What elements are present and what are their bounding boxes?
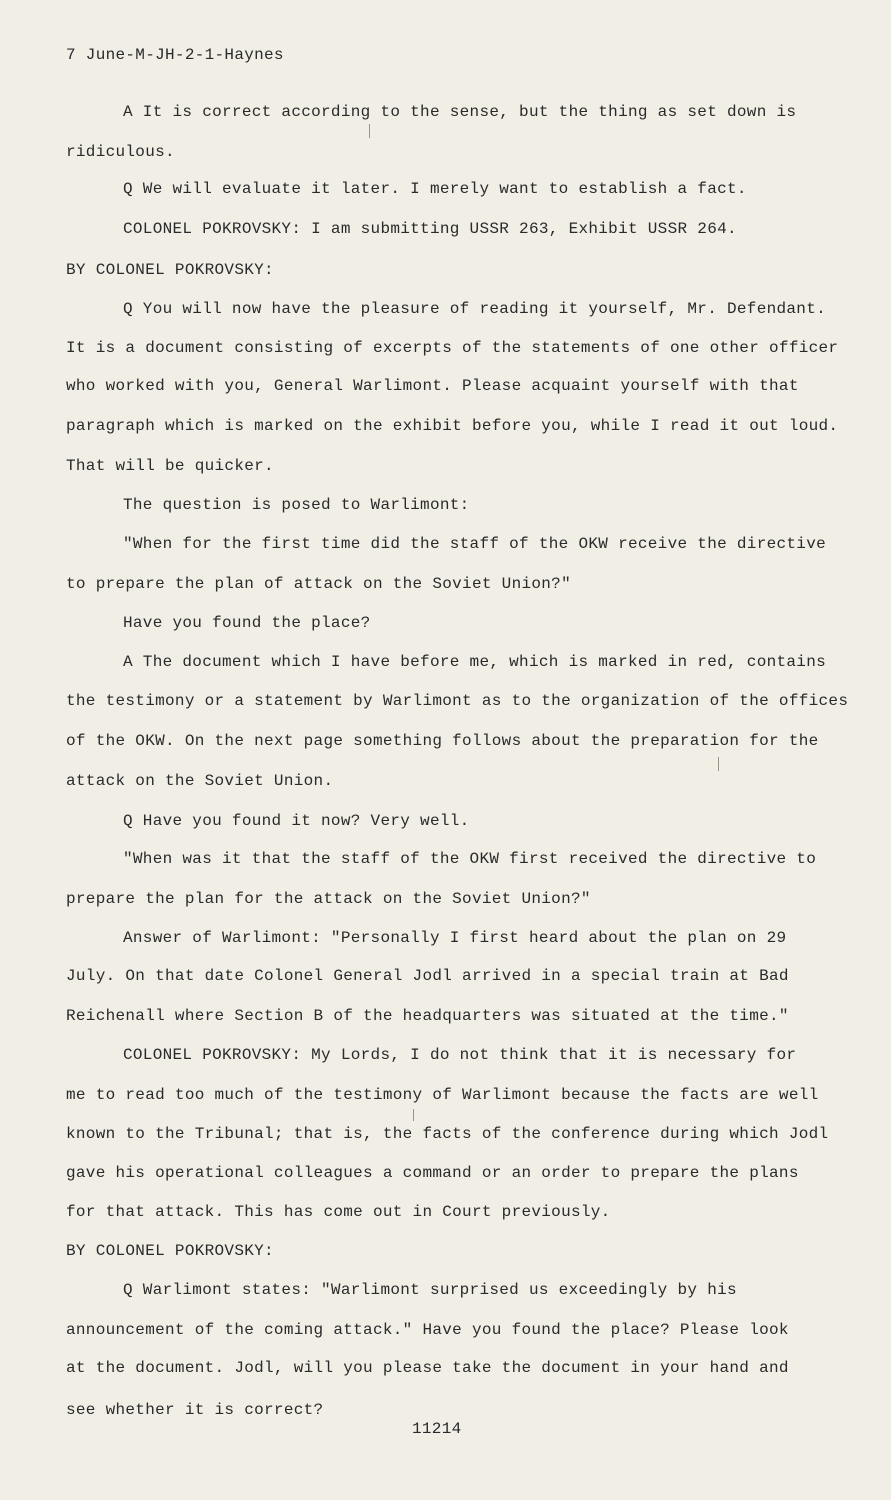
text-line: Answer of Warlimont: "Personally I first heard about the plan on 29 (123, 929, 787, 947)
text-line: COLONEL POKROVSKY: My Lords, I do not think that it is necessary for (123, 1046, 797, 1064)
page-header: 7 June-M-JH-2-1-Haynes (66, 46, 284, 64)
text-line: Q Have you found it now? Very well. (123, 812, 470, 830)
text-line: A The document which I have before me, which is marked in red, contains (123, 653, 827, 671)
text-line: ridiculous. (66, 143, 175, 161)
text-line: gave his operational colleagues a command or an order to prepare the plans (66, 1164, 799, 1182)
stray-mark (718, 757, 719, 771)
text-line: at the document. Jodl, will you please take the document in your hand and (66, 1359, 789, 1377)
stray-mark (413, 1109, 414, 1121)
text-line: to prepare the plan of attack on the Soviet Union?" (66, 575, 571, 593)
text-line: me to read too much of the testimony of Warlimont because the facts are well (66, 1086, 819, 1104)
text-line: A It is correct according to the sense, but the thing as set down is (123, 103, 797, 121)
text-line: paragraph which is marked on the exhibit before you, while I read it out loud. (66, 417, 839, 435)
text-line: for that attack. This has come out in Court previously. (66, 1203, 611, 1221)
text-line: of the OKW. On the next page something follows about the preparation for the (66, 732, 819, 750)
text-line: Reichenall where Section B of the headquarters was situated at the time." (66, 1007, 789, 1025)
text-line: see whether it is correct? (66, 1401, 324, 1419)
speaker-heading: BY COLONEL POKROVSKY: (66, 1242, 274, 1260)
text-line: That will be quicker. (66, 457, 274, 475)
speaker-heading: BY COLONEL POKROVSKY: (66, 261, 274, 279)
text-line: prepare the plan for the attack on the Soviet Union?" (66, 890, 591, 908)
text-line: The question is posed to Warlimont: (123, 496, 470, 514)
page-number: 11214 (412, 1420, 462, 1438)
text-line: "When was it that the staff of the OKW first received the directive to (123, 850, 817, 868)
text-line: "When for the first time did the staff of the OKW receive the directive (123, 535, 827, 553)
text-line: known to the Tribunal; that is, the facts of the conference during which Jodl (66, 1125, 829, 1143)
text-line: July. On that date Colonel General Jodl arrived in a special train at Bad (66, 967, 789, 985)
text-line: who worked with you, General Warlimont. Please acquaint yourself with that (66, 377, 799, 395)
text-line: announcement of the coming attack." Have you found the place? Please look (66, 1321, 789, 1339)
text-line: It is a document consisting of excerpts of the statements of one other officer (66, 339, 839, 357)
text-line: Q We will evaluate it later. I merely want to establish a fact. (123, 180, 747, 198)
text-line: the testimony or a statement by Warlimont as to the organization of the offices (66, 692, 849, 710)
text-line: Have you found the place? (123, 614, 371, 632)
text-line: attack on the Soviet Union. (66, 772, 334, 790)
text-line: COLONEL POKROVSKY: I am submitting USSR 263, Exhibit USSR 264. (123, 220, 737, 238)
stray-mark (369, 124, 370, 138)
text-line: Q Warlimont states: "Warlimont surprised us exceedingly by his (123, 1281, 737, 1299)
text-line: Q You will now have the pleasure of reading it yourself, Mr. Defendant. (123, 300, 827, 318)
